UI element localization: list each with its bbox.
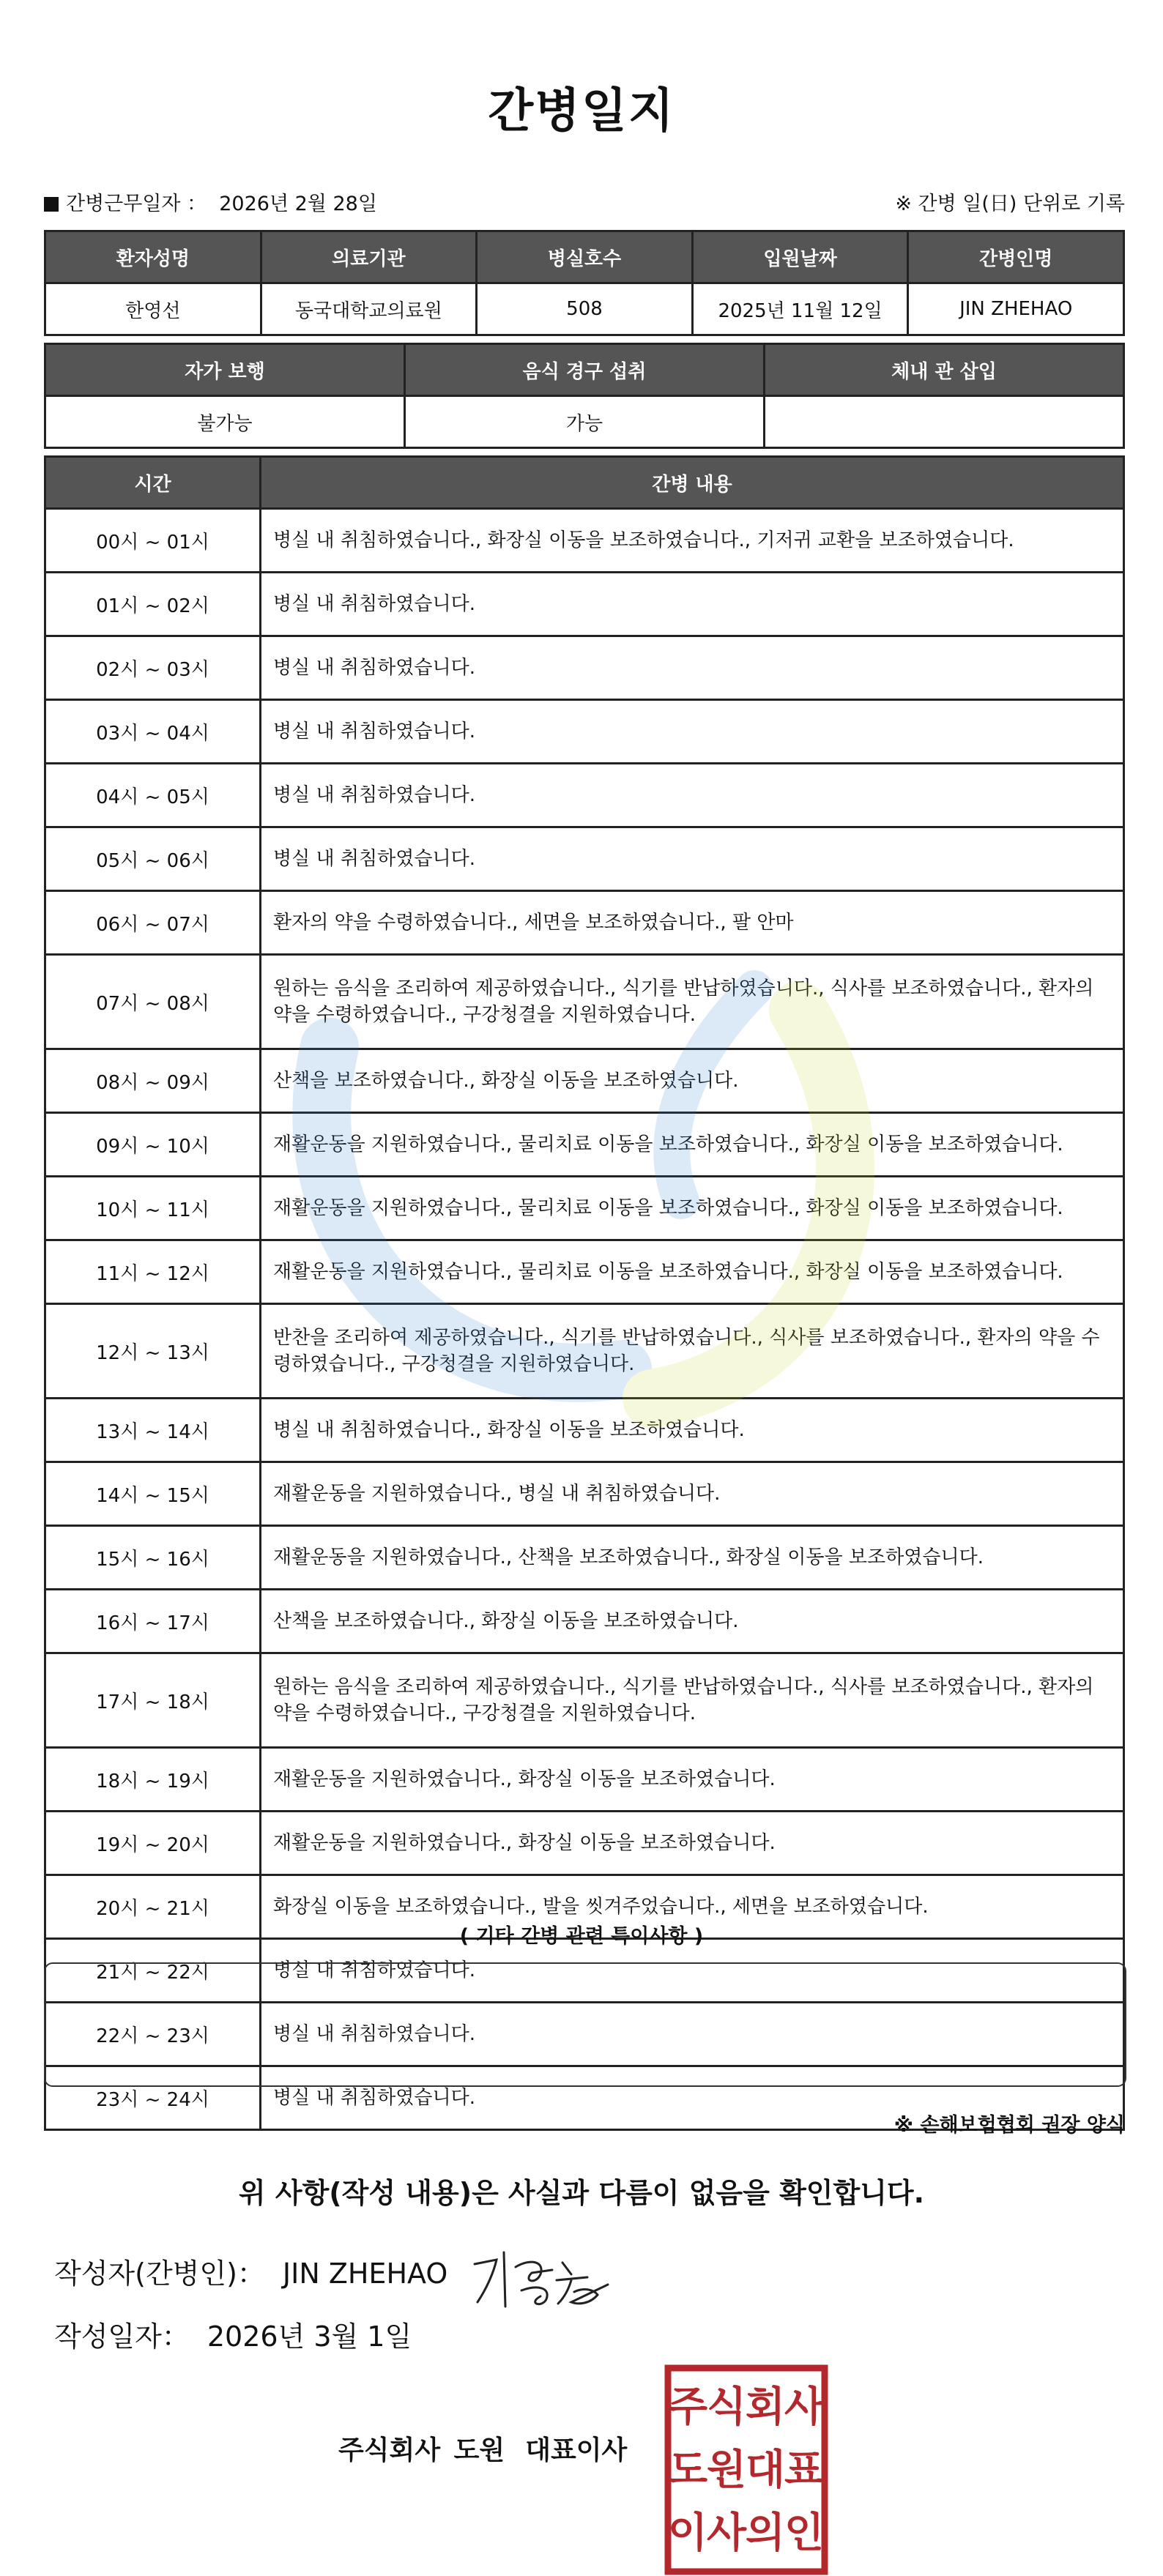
- care-log-body: [45, 509, 1124, 2130]
- square-bullet-icon: [44, 197, 59, 212]
- patient-status-header-row: [45, 344, 1124, 396]
- care-log-time: 21시 ~ 22시: [45, 1939, 261, 2003]
- care-log-content: 병실 내 취침하였습니다.: [261, 827, 1124, 891]
- company-representative-title: 대표이사: [525, 2435, 628, 2465]
- care-log-content: 병실 내 취침하였습니다., 화장실 이동을 보조하였습니다.: [261, 1399, 1124, 1462]
- care-log-time: 16시 ~ 17시: [45, 1590, 261, 1653]
- care-log-row: [45, 1049, 1124, 1113]
- care-log-content: 병실 내 취침하였습니다.: [261, 573, 1124, 636]
- care-log-content: 병실 내 취침하였습니다.: [261, 700, 1124, 764]
- admission-date: 2025년 11월 12일: [692, 283, 908, 335]
- care-log-time: 08시 ~ 09시: [45, 1049, 261, 1113]
- care-log-content: 병실 내 취침하였습니다., 화장실 이동을 보조하였습니다., 기저귀 교환을 보조하였습니다.: [261, 509, 1124, 573]
- patient-status-table: [44, 343, 1125, 449]
- care-log-row: [45, 1304, 1124, 1399]
- oral-intake-value: 가능: [405, 396, 765, 448]
- seal-character: 주: [667, 2383, 708, 2431]
- care-log-time: 14시 ~ 15시: [45, 1462, 261, 1526]
- care-log-time: 20시 ~ 21시: [45, 1875, 261, 1939]
- care-log-time: 22시 ~ 23시: [45, 2003, 261, 2066]
- work-date-label: 간병근무일자 ：: [66, 193, 207, 215]
- author-name: JIN ZHEHAO: [282, 2257, 448, 2290]
- care-log-time: 17시 ~ 18시: [45, 1653, 261, 1748]
- care-log-row: [45, 1812, 1124, 1875]
- seal-character: 인: [784, 2509, 825, 2557]
- care-log-content: 재활운동을 지원하였습니다., 병실 내 취침하였습니다.: [261, 1462, 1124, 1526]
- form-note: ※ 손해보험협회 권장 양식: [893, 2114, 1125, 2137]
- care-log-row: [45, 1653, 1124, 1748]
- work-date: [44, 187, 377, 216]
- seal-character: 대: [745, 2446, 786, 2494]
- care-log-time: 13시 ~ 14시: [45, 1399, 261, 1462]
- seal-character: 원: [706, 2446, 747, 2494]
- signature-image: [464, 2236, 611, 2317]
- confirmation-statement: 위 사항(작성 내용)은 사실과 다름이 없음을 확인합니다.: [238, 2177, 925, 2209]
- seal-character: 의: [745, 2509, 786, 2557]
- header-care-content: 간병 내용: [261, 457, 1124, 509]
- care-log-time: 18시 ~ 19시: [45, 1748, 261, 1812]
- caregiver-name: JIN ZHEHAO: [908, 283, 1124, 335]
- seal-character: 이: [667, 2509, 708, 2557]
- care-log-content: 산책을 보조하였습니다., 화장실 이동을 보조하였습니다.: [261, 1590, 1124, 1653]
- care-log-content: 산책을 보조하였습니다., 화장실 이동을 보조하였습니다.: [261, 1049, 1124, 1113]
- seal-character: 사: [784, 2383, 825, 2431]
- seal-character: 도: [667, 2446, 708, 2494]
- care-log-row: [45, 1462, 1124, 1526]
- care-log-time: 00시 ~ 01시: [45, 509, 261, 573]
- author-label: 작성자(간병인)：: [54, 2257, 265, 2290]
- patient-name: 한영선: [45, 283, 261, 335]
- care-log-row: [45, 573, 1124, 636]
- care-log-row: [45, 1177, 1124, 1240]
- care-log-header-row: [45, 457, 1124, 509]
- care-log-content: 재활운동을 지원하였습니다., 물리치료 이동을 보조하였습니다., 화장실 이동을 보조하였습니다.: [261, 1177, 1124, 1240]
- care-log-row: [45, 636, 1124, 700]
- care-log-content: 재활운동을 지원하였습니다., 화장실 이동을 보조하였습니다.: [261, 1748, 1124, 1812]
- patient-status-value-row: [45, 396, 1124, 448]
- care-log-row: [45, 891, 1124, 955]
- meta-row: [44, 187, 1125, 217]
- author-line: [54, 2251, 447, 2291]
- company-seal-stamp: [664, 2364, 829, 2576]
- care-log-time: 19시 ~ 20시: [45, 1812, 261, 1875]
- care-log-time: 12시 ~ 13시: [45, 1304, 261, 1399]
- care-log-time: 11시 ~ 12시: [45, 1240, 261, 1304]
- care-log-content: 재활운동을 지원하였습니다., 물리치료 이동을 보조하였습니다., 화장실 이동을 보조하였습니다.: [261, 1113, 1124, 1177]
- self-walking-value: 불가능: [45, 396, 405, 448]
- header-oral-intake: 음식 경구 섭취: [405, 344, 765, 396]
- care-log-content: 원하는 음식을 조리하여 제공하였습니다., 식기를 반납하였습니다., 식사를 보조하였습니다., 환자의 약을 수령하였습니다., 구강청결을 지원하였습니다.: [261, 1653, 1124, 1748]
- seal-character: 표: [784, 2446, 825, 2494]
- care-log-content: 화장실 이동을 보조하였습니다., 발을 씻겨주었습니다., 세면을 보조하였습니다.: [261, 1875, 1124, 1939]
- header-tube-insertion: 체내 관 삽입: [765, 344, 1124, 396]
- written-date-line: [54, 2314, 412, 2354]
- care-log-time: 15시 ~ 16시: [45, 1526, 261, 1590]
- room-number: 508: [477, 283, 693, 335]
- care-log-time: 07시 ~ 08시: [45, 955, 261, 1049]
- patient-info-table: [44, 230, 1125, 336]
- care-log-content: 원하는 음식을 조리하여 제공하였습니다., 식기를 반납하였습니다., 식사를 보조하였습니다., 환자의 약을 수령하였습니다., 구강청결을 지원하였습니다.: [261, 955, 1124, 1049]
- care-log-time: 05시 ~ 06시: [45, 827, 261, 891]
- care-log-content: 환자의 약을 수령하였습니다., 세면을 보조하였습니다., 팔 안마: [261, 891, 1124, 955]
- patient-info-value-row: [45, 283, 1124, 335]
- care-log-row: [45, 1590, 1124, 1653]
- care-log-content: 병실 내 취침하였습니다.: [261, 2066, 1124, 2130]
- hospital-name: 동국대학교의료원: [261, 283, 477, 335]
- care-log-row: [45, 1240, 1124, 1304]
- care-log-time: 04시 ~ 05시: [45, 764, 261, 827]
- notes-box: [44, 1962, 1126, 2087]
- written-date-value: 2026년 3월 1일: [207, 2320, 412, 2353]
- care-log-content: 재활운동을 지원하였습니다., 물리치료 이동을 보조하였습니다., 화장실 이동을 보조하였습니다.: [261, 1240, 1124, 1304]
- care-log-time: 03시 ~ 04시: [45, 700, 261, 764]
- care-log-row: [45, 827, 1124, 891]
- company-name: 주식회사 도원: [338, 2435, 505, 2465]
- care-log-time: 02시 ~ 03시: [45, 636, 261, 700]
- page-title: 간병일지: [488, 84, 675, 138]
- company-line: [338, 2430, 627, 2467]
- care-log-time: 09시 ~ 10시: [45, 1113, 261, 1177]
- care-log-content: 병실 내 취침하였습니다.: [261, 764, 1124, 827]
- care-log-content: 재활운동을 지원하였습니다., 산책을 보조하였습니다., 화장실 이동을 보조하였습니다.: [261, 1526, 1124, 1590]
- patient-info-header-row: [45, 231, 1124, 283]
- record-note: ※ 간병 일(日) 단위로 기록: [895, 193, 1125, 215]
- care-log-time: 10시 ~ 11시: [45, 1177, 261, 1240]
- care-log-content: 반찬을 조리하여 제공하였습니다., 식기를 반납하였습니다., 식사를 보조하였습니다., 환자의 약을 수령하였습니다., 구강청결을 지원하였습니다.: [261, 1304, 1124, 1399]
- care-log-content: 재활운동을 지원하였습니다., 화장실 이동을 보조하였습니다.: [261, 1812, 1124, 1875]
- care-log-content: 병실 내 취침하였습니다.: [261, 1939, 1124, 2003]
- header-patient-name: 환자성명: [45, 231, 261, 283]
- header-room-number: 병실호수: [477, 231, 693, 283]
- seal-character: 식: [706, 2383, 747, 2431]
- care-log-row: [45, 700, 1124, 764]
- care-log-row: [45, 1399, 1124, 1462]
- header-admission-date: 입원날짜: [692, 231, 908, 283]
- written-date-label: 작성일자：: [54, 2320, 190, 2353]
- care-log-time: 23시 ~ 24시: [45, 2066, 261, 2130]
- seal-character: 회: [745, 2383, 786, 2431]
- care-log-row: [45, 764, 1124, 827]
- care-log-row: [45, 1113, 1124, 1177]
- header-caregiver-name: 간병인명: [908, 231, 1124, 283]
- care-log-row: [45, 955, 1124, 1049]
- notes-title: ( 기타 간병 관련 특이사항 ): [459, 1925, 704, 1948]
- tube-insertion-value: [765, 396, 1124, 448]
- work-date-value: 2026년 2월 28일: [219, 193, 377, 215]
- care-log-time: 06시 ~ 07시: [45, 891, 261, 955]
- care-log-content: 병실 내 취침하였습니다.: [261, 636, 1124, 700]
- care-log-table: [44, 455, 1125, 2131]
- seal-character: 사: [706, 2509, 747, 2557]
- header-hospital: 의료기관: [261, 231, 477, 283]
- care-log-row: [45, 1526, 1124, 1590]
- header-self-walking: 자가 보행: [45, 344, 405, 396]
- care-log-row: [45, 1748, 1124, 1812]
- care-log-row: [45, 509, 1124, 573]
- care-log-time: 01시 ~ 02시: [45, 573, 261, 636]
- header-time: 시간: [45, 457, 261, 509]
- care-log-content: 병실 내 취침하였습니다.: [261, 2003, 1124, 2066]
